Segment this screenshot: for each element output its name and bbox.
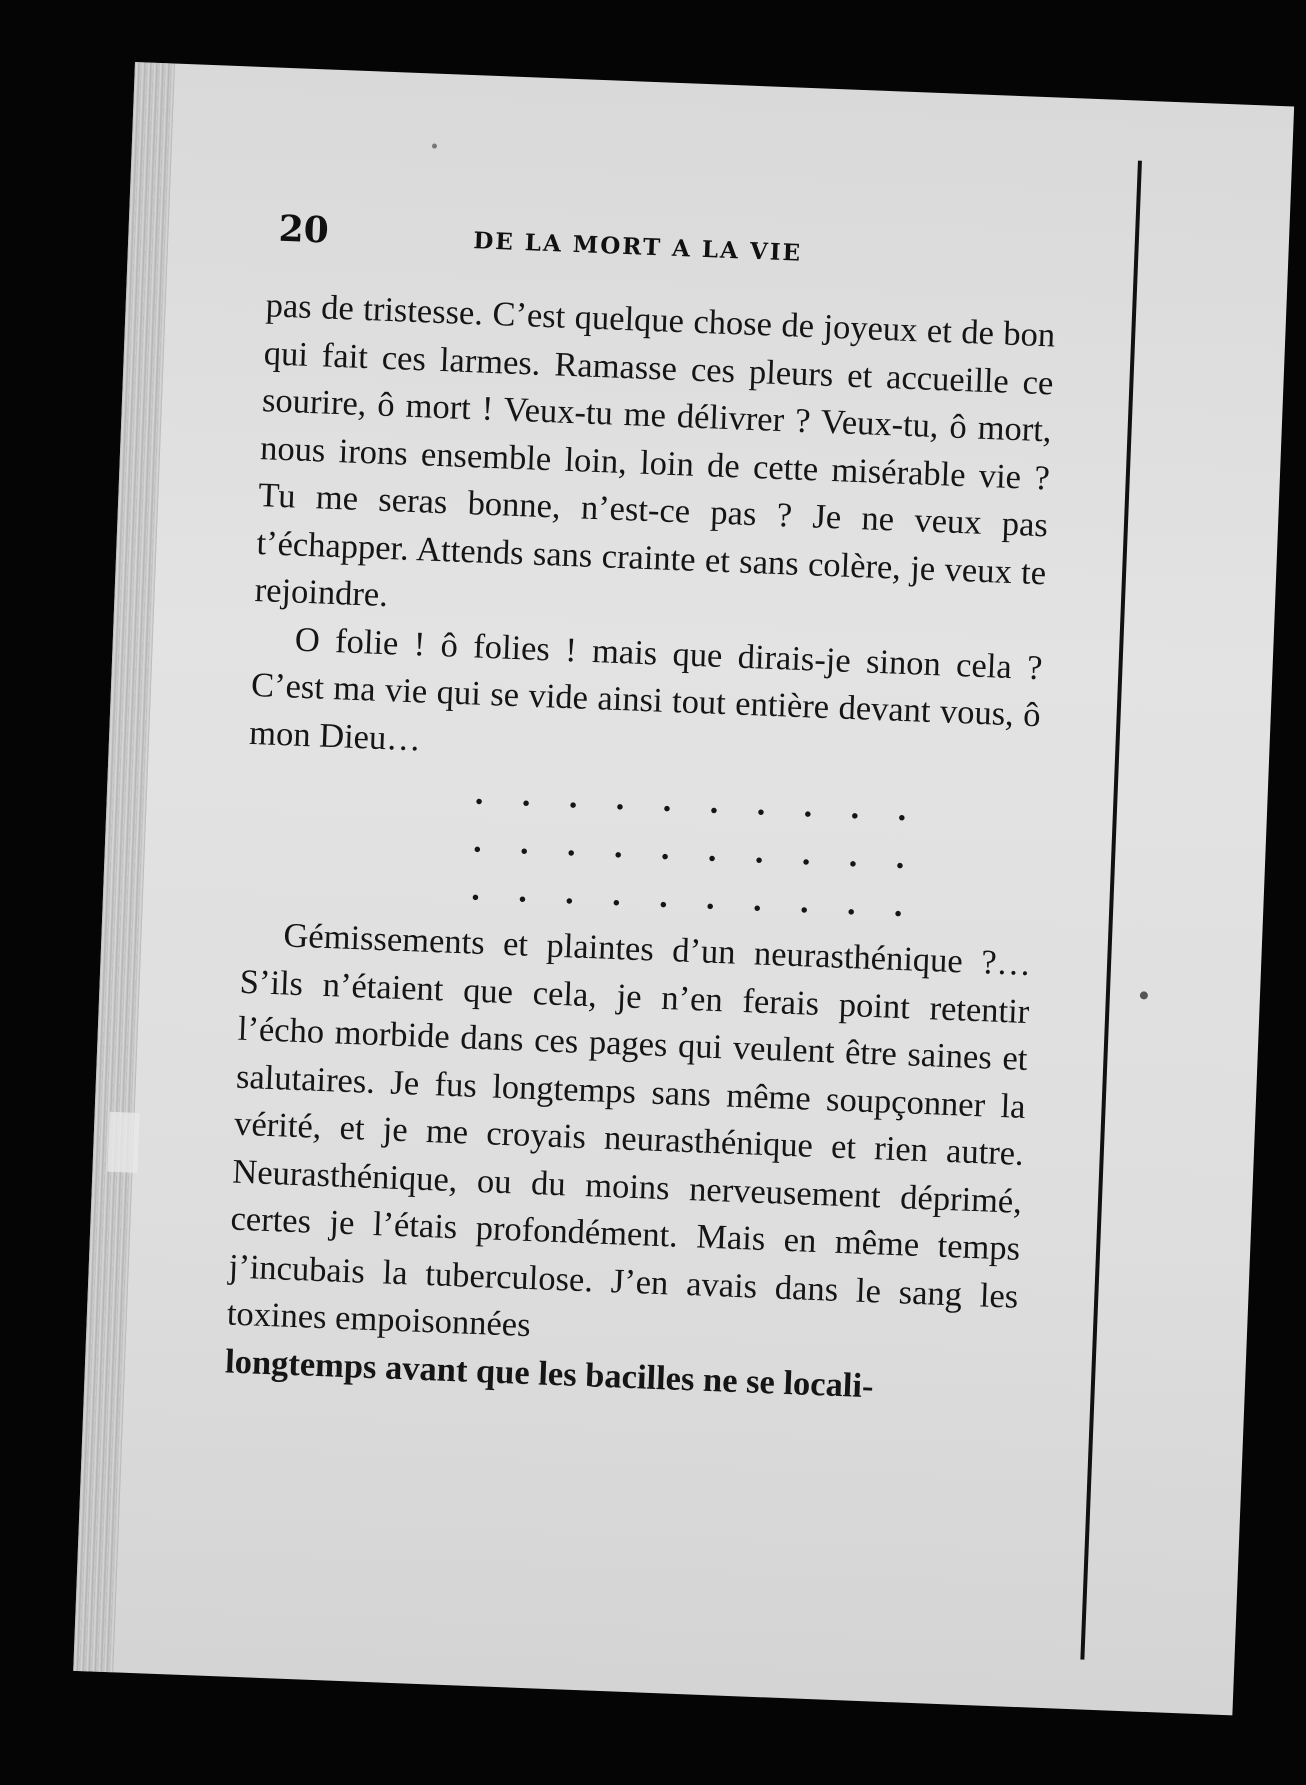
scan-speck [432, 143, 437, 148]
dot-row: . . . . . . . . . . [470, 870, 919, 925]
running-title: DE LA MORT A LA VIE [472, 227, 803, 267]
book-page [73, 62, 1294, 1715]
paragraph: Gémissements et plaintes d’un neurasthénique ?… S’ils n’étaient que cela, je n’en ferais point retentir l’écho morbide dans ces pages qui veulent être saines et salutaires. Je fus longtemps sans même soupçonner la vérité, et je me croyais neurasthénique et rien autre. Neurasthénique, ou du moins nerveusement déprimé, certes je l’étais profondément. Mais en même temps j’incubais la tuberculose. J’en avais dans le sang les toxines empoisonnées [226, 916, 1032, 1345]
dot-row: . . . . . . . . . . [472, 822, 921, 877]
body-text [224, 282, 1056, 1416]
paragraph-last-line: longtemps avant que les bacilles ne se locali- [224, 1341, 875, 1405]
paragraph: O folie ! ô folies ! mais que dirais-je sinon cela ? C’est ma vie qui se vide ainsi tout entière devant vous, ô mon Dieu… [248, 620, 1044, 758]
dot-row: . . . . . . . . . . [474, 774, 923, 829]
page-edge [73, 62, 175, 1672]
page-number: 20 [277, 207, 330, 252]
binding-line [1080, 161, 1142, 1660]
page-header [278, 208, 1039, 277]
scan-blot [107, 1112, 139, 1173]
paragraph: pas de tristesse. C’est quelque chose de joyeux et de bon qui fait ces larmes. Ramasse ces pleurs et accueille ce sourire, ô mort ! Veux-tu me délivrer ? Veux-tu, ô mort, nous irons ensemble loin, loin de cette misérable vie ? Tu me seras bonne, n’est-ce pas ? Je ne veux pas t’échapper. Attends sans crainte et sans colère, je veux te rejoindre. [254, 286, 1056, 615]
scan-speck [1140, 991, 1148, 999]
